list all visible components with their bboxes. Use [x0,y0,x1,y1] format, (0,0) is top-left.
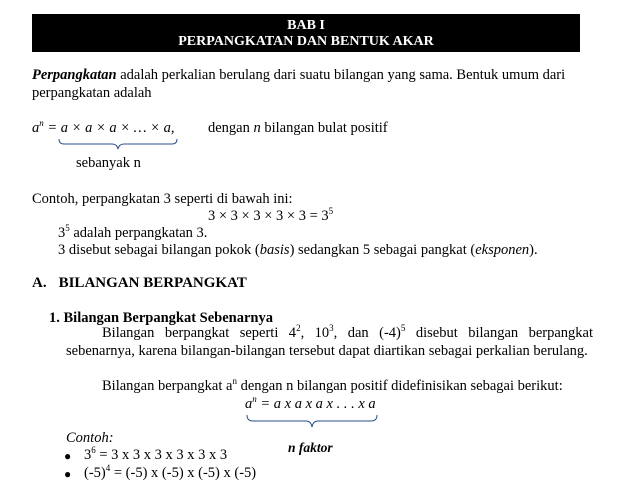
subsection-1-paragraph-2 [102,378,563,395]
intro-line-1 [32,67,565,84]
equation-left: 3 × 3 × 3 × 3 × 3 = 3 [208,208,329,224]
general-form-base: a [32,120,40,136]
intro-line-1-rest: adalah perkalian berulang dari suatu bilangan yang sama. Bentuk umum dari [116,67,566,83]
subsection-1-title: Bilangan Berpangkat Sebenarnya [63,310,273,326]
subsection-1-paragraph-1 [66,325,593,360]
formula-exp: n [252,394,257,405]
line-a-rest: adalah perpangkatan 3. [69,225,208,241]
bullet2-a: (-5) [84,465,106,481]
para1-c: , dan (-4) [333,325,401,341]
section-a-title: BILANGAN BERPANGKAT [58,275,247,291]
bullet-dot-2: ● [64,467,72,481]
para1-a-exp: 2 [296,323,301,334]
example-1-line-a [58,225,207,242]
section-a-heading [32,275,247,292]
intro-term: Perpangkatan [32,67,117,83]
chapter-banner [32,14,580,52]
bullet-item-2 [84,465,256,482]
para1-b-exp: 3 [329,323,334,334]
bullet-item-1 [84,447,227,464]
example-1-line-b [58,242,538,259]
bullet2-exp: 4 [105,463,111,474]
section-a-label: A. [32,275,47,291]
line-a-base: 3 [58,225,66,241]
condition-pre: dengan [208,120,254,136]
condition-post: bilangan bulat positif [260,120,388,136]
example-1-equation [208,208,333,225]
para2-a: Bilangan berpangkat a [102,378,233,394]
formula-rhs: = a x a x a x . . . x a [256,396,376,412]
subsection-1-label: 1. [49,310,60,326]
para1-d: disebut bilangan berpangkat sebenarnya, karena bilangan-bilangan tersebut dapat diartikan sebagai perkalian berulang. [66,325,594,359]
general-form-rhs: = a × a × a × … × a, [43,120,175,136]
para1-c-exp: 5 [400,323,406,334]
underbrace-2 [246,414,378,430]
example-1-intro: Contoh, perpangkatan 3 seperti di bawah ini: [32,191,293,207]
bullet1-exp: 6 [91,445,96,456]
chapter-title: PERPANGKATAN DAN BENTUK AKAR [178,34,434,49]
general-form-exp: n [39,118,44,129]
general-form-condition [208,120,388,137]
example-label: Contoh: [66,430,114,446]
bullet2-b: = (-5) x (-5) x (-5) x (-5) [110,465,257,481]
line-a-exp: 5 [65,223,70,234]
para2-exp: n [232,376,237,387]
brace-label-2: n faktor [288,440,333,455]
term-basis: basis [259,242,290,258]
intro-line-2: perpangkatan adalah [32,85,152,101]
para1-a: Bilangan berpangkat seperti 4 [102,325,297,341]
brace-label-1: sebanyak n [76,155,141,171]
bullet-dot-1: ● [64,449,72,463]
chapter-number: BAB I [287,18,325,33]
equation-exp: 5 [328,206,334,217]
line-b-mid: ) sedangkan 5 sebagai pangkat ( [289,242,476,258]
para1-b: , 10 [300,325,330,341]
formula-base: a [245,396,253,412]
line-b-post: ). [529,242,538,258]
bullet1-b: = 3 x 3 x 3 x 3 x 3 x 3 [95,447,228,463]
definition-formula [245,396,376,413]
term-eksponen: eksponen [475,242,530,258]
general-form-formula [32,120,174,137]
underbrace-1 [58,138,178,152]
para2-b: dengan n bilangan positif didefinisikan sebagai berikut: [236,378,563,394]
bullet1-a: 3 [84,447,92,463]
condition-var: n [253,120,261,136]
line-b-pre: 3 disebut sebagai bilangan pokok ( [58,242,260,258]
